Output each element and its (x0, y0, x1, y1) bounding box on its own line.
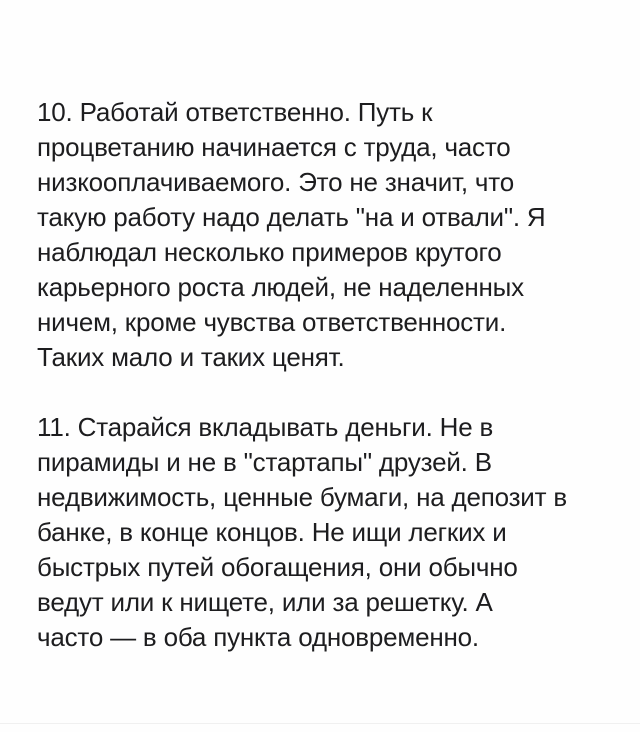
text-line: быстрых путей обогащения, они обычно (37, 552, 518, 582)
text-line: наблюдал несколько примеров крутого (37, 237, 502, 267)
text-line: карьерного роста людей, не наделенных (37, 272, 524, 302)
paragraph-10 (37, 95, 604, 375)
text-line: Таких мало и таких ценят. (37, 342, 345, 372)
text-line: низкооплачиваемого. Это не значит, что (37, 167, 514, 197)
text-line: процветанию начинается с труда, часто (37, 132, 511, 162)
text-line: такую работу надо делать "на и отвали". Я (37, 202, 546, 232)
text-line: банке, в конце концов. Не ищи легких и (37, 517, 507, 547)
paragraph-11 (37, 410, 604, 655)
text-line: ничем, кроме чувства ответственности. (37, 307, 507, 337)
text-line: пирамиды и не в "стартапы" друзей. В (37, 447, 492, 477)
text-line: часто — в оба пункта одновременно. (37, 622, 479, 652)
text-line: ведут или к нищете, или за решетку. А (37, 587, 493, 617)
text-line: 10. Работай ответственно. Путь к (37, 97, 433, 127)
text-line: 11. Старайся вкладывать деньги. Не в (37, 412, 494, 442)
bottom-divider (0, 723, 640, 724)
text-line: недвижимость, ценные бумаги, на депозит в (37, 482, 567, 512)
